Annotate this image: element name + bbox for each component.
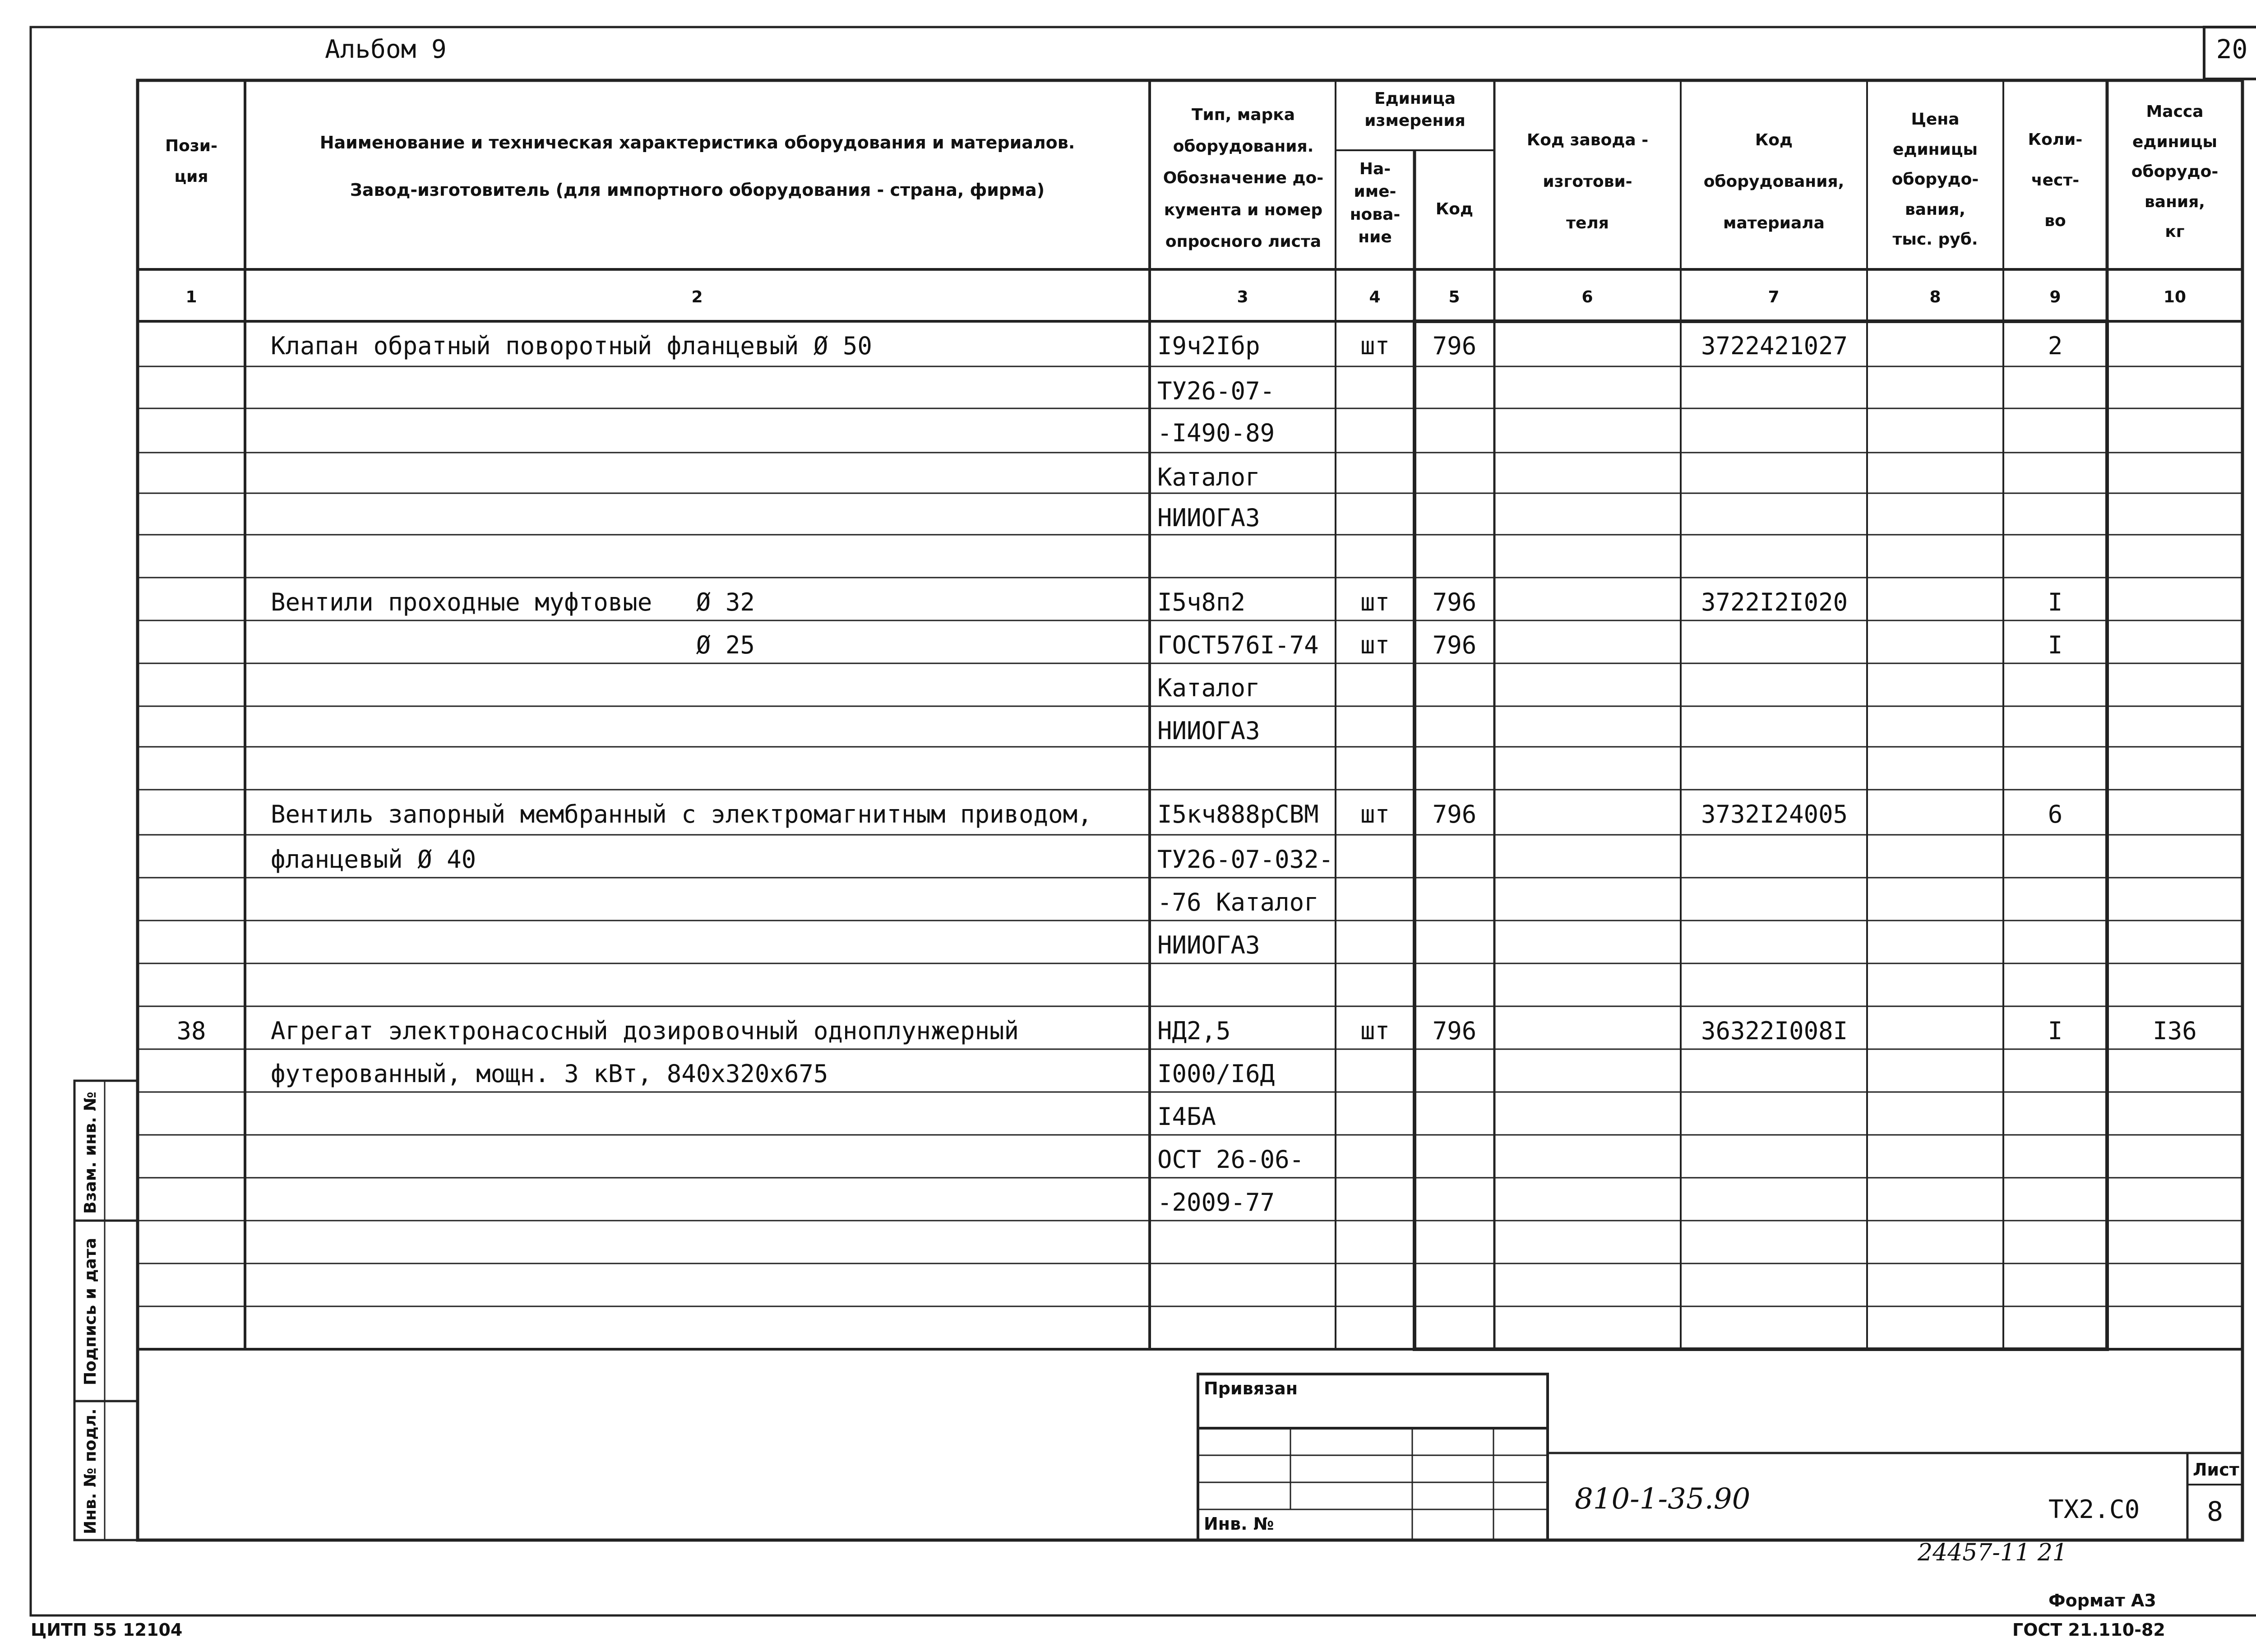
album-title: Альбом 9 xyxy=(325,35,447,64)
header-equipment-code: Код оборудования, материала xyxy=(1703,131,1845,232)
cell-equipment-code: 3722I2I020 xyxy=(1701,588,1848,616)
stamp-privyazan: Привязан xyxy=(1204,1379,1298,1398)
column-number: 6 xyxy=(1581,288,1593,306)
cell-type: I5кч888рСВМ xyxy=(1157,800,1319,828)
cell-position: 38 xyxy=(176,1017,206,1045)
cell-type: -76 Каталог xyxy=(1157,888,1319,916)
cell-type: -2009-77 xyxy=(1157,1188,1275,1217)
cell-type: I9ч2Iбр xyxy=(1157,332,1260,360)
cell-type: ГОСТ576I-74 xyxy=(1157,631,1319,659)
cell-quantity: I xyxy=(2048,588,2063,616)
column-number: 10 xyxy=(2163,288,2187,306)
column-number: 9 xyxy=(2049,288,2061,306)
column-number: 1 xyxy=(185,288,197,306)
cell-type: I000/I6Д xyxy=(1157,1060,1275,1088)
column-number: 2 xyxy=(691,288,703,306)
cell-type: НИИОГАЗ xyxy=(1157,931,1260,959)
sheet-number: 8 xyxy=(2206,1496,2224,1527)
cell-type: Каталог xyxy=(1157,463,1260,491)
cell-unit: шт xyxy=(1360,332,1390,360)
document-number: 810-1-35.90 xyxy=(1575,1482,1751,1516)
cell-unit-code: 796 xyxy=(1432,588,1477,616)
cell-unit: шт xyxy=(1360,588,1390,616)
cell-type: ТУ26-07-032- xyxy=(1157,845,1334,874)
header-name-line1: Наименование и техническая характеристика оборудования и материалов. xyxy=(319,133,1075,153)
page-number: 20 xyxy=(2216,34,2248,65)
cell-unit-code: 796 xyxy=(1432,800,1477,828)
cell-type: Каталог xyxy=(1157,674,1260,702)
side-label-original-inv: Инв. № подл. xyxy=(81,1408,100,1534)
cell-unit: шт xyxy=(1360,800,1390,828)
side-label-replaced-inv: Взам. инв. № xyxy=(81,1092,100,1214)
column-number: 4 xyxy=(1369,288,1381,306)
header-quantity: Коли- чест- во xyxy=(2028,130,2083,230)
cell-quantity: 2 xyxy=(2048,332,2063,360)
cell-name: Клапан обратный поворотный фланцевый Ø 50 xyxy=(271,332,872,360)
cell-quantity: I xyxy=(2048,1017,2063,1045)
sheet-label: Лист xyxy=(2193,1460,2239,1480)
cell-type: НИИОГАЗ xyxy=(1157,717,1260,745)
sheet-code: ТХ2.С0 xyxy=(2048,1495,2140,1524)
cell-type: ТУ26-07- xyxy=(1157,377,1275,405)
cell-equipment-code: 36322I008I xyxy=(1701,1017,1848,1045)
header-unit: Единица измерения xyxy=(1364,89,1465,130)
cell-name: фланцевый Ø 40 xyxy=(271,845,476,874)
column-number: 8 xyxy=(1929,288,1941,306)
cell-quantity: I xyxy=(2048,631,2063,659)
gost-label: ГОСТ 21.110-82 xyxy=(2012,1620,2165,1640)
header-name-line2: Завод-изготовитель (для импортного оборудования - страна, фирма) xyxy=(350,180,1045,200)
cell-equipment-code: 3732I24005 xyxy=(1701,800,1848,828)
header-price: Цена единицы оборудо- вания, тыс. руб. xyxy=(1891,110,1979,249)
cell-name: Вентиль запорный мембранный с электромагнитным приводом, xyxy=(271,800,1092,828)
cell-type: ОСТ 26-06- xyxy=(1157,1145,1304,1174)
citp-label: ЦИТП 55 12104 xyxy=(31,1620,183,1640)
column-number: 3 xyxy=(1237,288,1248,306)
cell-quantity: 6 xyxy=(2048,800,2063,828)
header-factory-code: Код завода - изготови- теля xyxy=(1526,131,1649,232)
cell-unit-code: 796 xyxy=(1432,1017,1477,1045)
cell-name: футерованный, мощн. 3 кВт, 840x320x675 xyxy=(271,1060,828,1088)
format-label: Формат А3 xyxy=(2048,1591,2156,1610)
cell-unit: шт xyxy=(1360,631,1390,659)
column-number: 5 xyxy=(1448,288,1460,306)
cell-type: -I490-89 xyxy=(1157,419,1275,447)
cell-equipment-code: 3722421027 xyxy=(1701,332,1848,360)
cell-type: I4БА xyxy=(1157,1102,1216,1131)
cell-unit: шт xyxy=(1360,1017,1390,1045)
cell-type: I5ч8п2 xyxy=(1157,588,1246,616)
cell-type: НД2,5 xyxy=(1157,1017,1231,1045)
column-number: 7 xyxy=(1768,288,1780,306)
cell-name: Вентили проходные муфтовые Ø 32 xyxy=(271,588,755,616)
header-position: Пози- ция xyxy=(165,137,217,186)
cell-mass: I36 xyxy=(2153,1017,2197,1045)
cell-type: НИИОГАЗ xyxy=(1157,504,1260,532)
stamp-inv-number: Инв. № xyxy=(1204,1514,1274,1534)
header-unit-name: На- име- нова- ние xyxy=(1350,160,1401,247)
cell-name: Ø 25 xyxy=(271,631,755,659)
side-label-signature-date: Подпись и дата xyxy=(81,1238,100,1385)
header-type: Тип, марка оборудования. Обозначение до- кумента и номер опросного листа xyxy=(1163,106,1324,251)
cell-unit-code: 796 xyxy=(1432,332,1477,360)
header-unit-code: Код xyxy=(1435,200,1474,218)
header-mass: Масса единицы оборудо- вания, кг xyxy=(2131,102,2219,241)
handwritten-number: 24457-11 21 xyxy=(1918,1539,2067,1566)
cell-unit-code: 796 xyxy=(1432,631,1477,659)
cell-name: Агрегат электронасосный дозировочный одноплунжерный xyxy=(271,1017,1019,1045)
